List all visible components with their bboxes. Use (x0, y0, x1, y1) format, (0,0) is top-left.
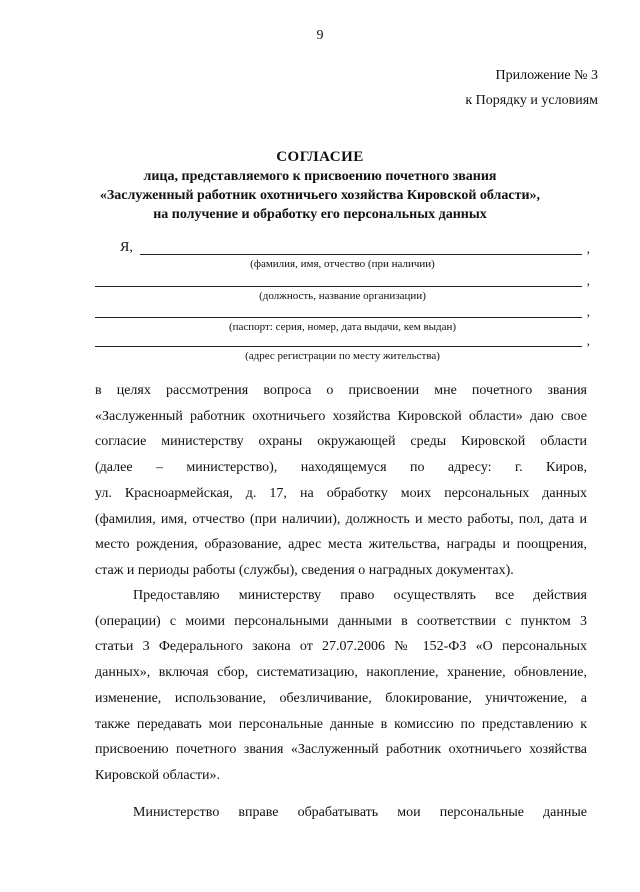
passport-field-caption: (паспорт: серия, номер, дата выдачи, кем выдан) (228, 321, 457, 333)
paragraph-line: (операции) с моими персональными данными в соответствии с пунктом 3 (95, 613, 587, 629)
comma: , (586, 333, 590, 348)
passport-field-row (95, 303, 590, 321)
title-main: СОГЛАСИЕ (276, 149, 364, 165)
position-field-line[interactable] (95, 286, 582, 287)
title-line-1: лица, представляемого к присвоению почетного звания (143, 169, 497, 184)
comma: , (586, 241, 590, 256)
paragraph-line: присвоению почетного звания «Заслуженный работник охотничьего хозяйства (95, 742, 587, 758)
address-field-caption: (адрес регистрации по месту жительства) (245, 350, 440, 362)
paragraph-line: также передавать мои персональные данные в комиссию по представлению к (95, 716, 587, 732)
paragraph-line: (далее – министерство), находящемуся по адресу: г. Киров, (95, 460, 587, 476)
paragraph-line: ул. Красноармейская, д. 17, на обработку моих персональных данных (95, 485, 587, 501)
paragraph-line: Кировской области». (95, 767, 220, 783)
passport-field-line[interactable] (95, 317, 582, 318)
title-line-2: «Заслуженный работник охотничьего хозяйства Кировской области», (99, 188, 541, 203)
consent-paragraph-2 (95, 583, 587, 789)
name-field-line[interactable] (140, 254, 582, 255)
paragraph-line: статьи 3 Федерального закона от 27.07.2006 № 152-ФЗ «О персональных (95, 639, 587, 655)
comma: , (586, 304, 590, 319)
paragraph-line: стаж и периоды работы (службы), сведения о наградных документах). (95, 562, 514, 578)
paragraph-line: место рождения, образование, адрес места жительства, награды и поощрения, (95, 537, 587, 553)
paragraph-line: в целях рассмотрения вопроса о присвоении мне почетного звания (95, 383, 587, 398)
position-field-row (95, 272, 590, 290)
title-line-3: на получение и обработку его персональных данных (153, 207, 487, 222)
consent-paragraph-1 (95, 378, 587, 584)
paragraph-line: (фамилия, имя, отчество (при наличии), должность и место работы, пол, дата и (95, 511, 587, 527)
name-field-row (95, 240, 590, 258)
name-field-caption: (фамилия, имя, отчество (при наличии) (250, 258, 435, 270)
consent-paragraph-3 (95, 800, 587, 826)
appendix-number: Приложение № 3 (495, 68, 598, 83)
appendix-reference: к Порядку и условиям (465, 93, 598, 108)
position-field-caption: (должность, название организации) (259, 290, 426, 302)
comma: , (586, 273, 590, 288)
form-start-ya: Я, (120, 240, 133, 255)
paragraph-line: Предоставляю министерству право осуществлять все действия (133, 588, 587, 603)
paragraph-line: «Заслуженный работник охотничьего хозяйства Кировской области» даю свое (95, 408, 587, 424)
page-number: 9 (316, 28, 324, 43)
document-title (0, 148, 640, 224)
address-field-row (95, 332, 590, 350)
paragraph-line: Министерство вправе обрабатывать мои персональные данные (133, 805, 587, 820)
paragraph-line: изменение, использование, обезличивание, блокирование, уничтожение, а (95, 690, 587, 706)
address-field-line[interactable] (95, 346, 582, 347)
paragraph-line: данных», включая сбор, систематизацию, накопление, хранение, обновление, (95, 665, 587, 681)
paragraph-line: согласие министерству охраны окружающей среды Кировской области (95, 434, 587, 450)
